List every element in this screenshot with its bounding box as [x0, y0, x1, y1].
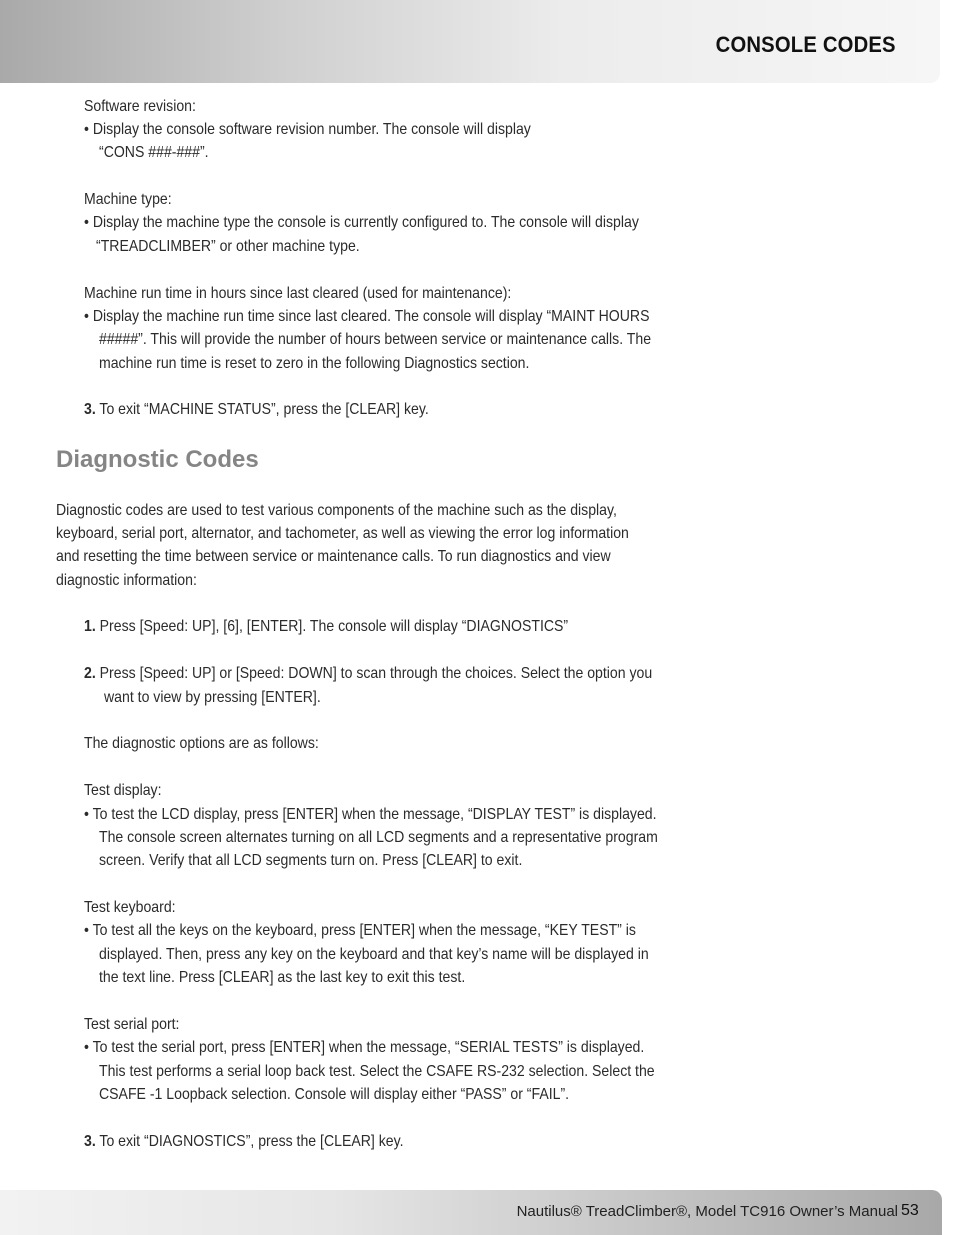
test-keyboard-label: Test keyboard: — [84, 899, 176, 916]
test-serial-bullet: • To test the serial port, press [ENTER] when the message, “SERIAL TESTS” is displayed. — [84, 1039, 645, 1056]
test-serial-cont-2: CSAFE -1 Loopback selection. Console will display either “PASS” or “FAIL”. — [99, 1086, 570, 1103]
page-number: 53 — [901, 1202, 919, 1219]
software-revision-bullet: • Display the console software revision number. The console will display — [84, 121, 531, 138]
test-serial-cont-1: This test performs a serial loop back test. Select the CSAFE RS-232 selection. Select the — [99, 1063, 655, 1080]
software-revision-label: Software revision: — [84, 98, 196, 115]
machine-type-label: Machine type: — [84, 191, 172, 208]
step-number: 3. — [84, 401, 96, 418]
diagnostic-intro-1: Diagnostic codes are used to test various components of the machine such as the display, — [56, 502, 617, 519]
section-heading: Diagnostic Codes — [56, 446, 259, 473]
step-text: To exit “DIAGNOSTICS”, press the [CLEAR] key. — [99, 1133, 404, 1150]
footer-manual-title: Nautilus® TreadClimber®, Model TC916 Owner’s Manual — [516, 1203, 898, 1220]
step-number: 1. — [84, 618, 96, 635]
test-keyboard-bullet: • To test all the keys on the keyboard, press [ENTER] when the message, “KEY TEST” is — [84, 922, 636, 939]
test-serial-label: Test serial port: — [84, 1016, 180, 1033]
run-time-label: Machine run time in hours since last cleared (used for maintenance): — [84, 285, 512, 302]
diagnostic-intro-3: and resetting the time between service or maintenance calls. To run diagnostics and view — [56, 548, 611, 565]
test-display-cont-2: screen. Verify that all LCD segments turn on. Press [CLEAR] to exit. — [99, 852, 523, 869]
page-title: CONSOLE CODES — [715, 32, 896, 57]
test-keyboard-cont-1: displayed. Then, press any key on the keyboard and that key’s name will be displayed in — [99, 946, 649, 963]
run-time-bullet-cont-1: #####”. This will provide the number of hours between service or maintenance calls. The — [99, 331, 652, 348]
machine-status-exit-step — [84, 398, 429, 421]
diagnostics-exit-step — [84, 1130, 404, 1153]
step-number: 2. — [84, 665, 96, 682]
diagnostic-intro-2: keyboard, serial port, alternator, and tachometer, as well as viewing the error log information — [56, 525, 629, 542]
step-text: Press [Speed: UP] or [Speed: DOWN] to scan through the choices. Select the option you — [99, 665, 653, 682]
test-display-cont-1: The console screen alternates turning on all LCD segments and a representative program — [99, 829, 658, 846]
machine-type-bullet: • Display the machine type the console is currently configured to. The console will display — [84, 214, 639, 231]
test-keyboard-cont-2: the text line. Press [CLEAR] as the last key to exit this test. — [99, 969, 466, 986]
run-time-bullet: • Display the machine run time since last cleared. The console will display “MAINT HOURS — [84, 308, 650, 325]
software-revision-bullet-cont: “CONS ###-###”. — [99, 144, 209, 161]
diagnostic-step-2 — [84, 662, 652, 685]
diagnostic-step-2-cont: want to view by pressing [ENTER]. — [104, 689, 321, 706]
machine-type-bullet-cont: “TREADCLIMBER” or other machine type. — [96, 238, 360, 255]
run-time-bullet-cont-2: machine run time is reset to zero in the following Diagnostics section. — [99, 355, 530, 372]
test-display-bullet: • To test the LCD display, press [ENTER] when the message, “DISPLAY TEST” is displayed. — [84, 806, 657, 823]
diagnostic-step-1 — [84, 615, 568, 638]
step-text: To exit “MACHINE STATUS”, press the [CLEAR] key. — [99, 401, 429, 418]
diagnostic-intro-4: diagnostic information: — [56, 572, 197, 589]
step-number: 3. — [84, 1133, 96, 1150]
test-display-label: Test display: — [84, 782, 162, 799]
step-text: Press [Speed: UP], [6], [ENTER]. The console will display “DIAGNOSTICS” — [99, 618, 569, 635]
options-intro: The diagnostic options are as follows: — [84, 735, 319, 752]
